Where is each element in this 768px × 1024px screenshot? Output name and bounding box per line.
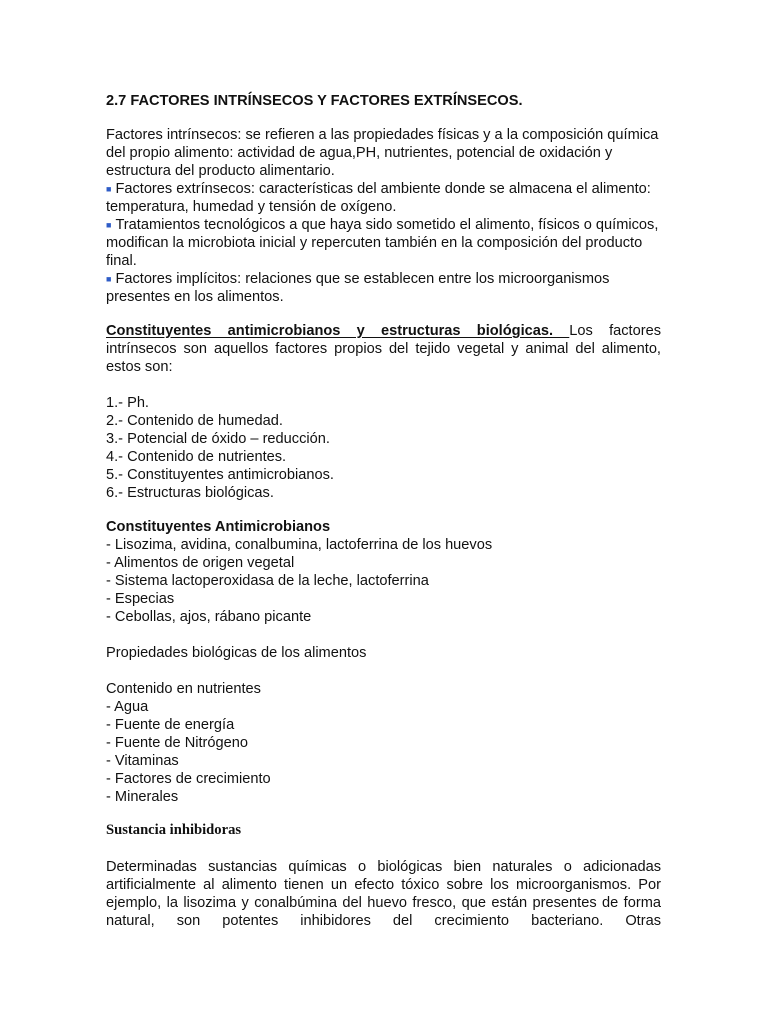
section-heading: 2.7 FACTORES INTRÍNSECOS Y FACTORES EXTRÍNSECOS. — [106, 93, 523, 109]
nutrientes-section — [106, 680, 661, 806]
bullet-item — [106, 180, 661, 216]
propiedades-title: Propiedades biológicas de los alimentos — [106, 645, 367, 661]
intro-block — [106, 126, 661, 306]
blue-square-bullet-icon: ■ — [106, 184, 112, 194]
list-item: 6.- Estructuras biológicas. — [106, 485, 274, 501]
list-item: - Factores de crecimiento — [106, 771, 271, 787]
list-item: - Lisozima, avidina, conalbumina, lactoferrina de los huevos — [106, 537, 493, 553]
constituyentes-body: Los factores intrínsecos son aquellos factores propios del tejido vegetal y animal del alimento, estos son: — [106, 323, 662, 375]
nutrientes-title: Contenido en nutrientes — [106, 681, 261, 697]
list-item: 2.- Contenido de humedad. — [106, 413, 283, 429]
list-item: 5.- Constituyentes antimicrobianos. — [106, 467, 334, 483]
constituyentes-heading: Constituyentes antimicrobianos y estructuras biológicas. — [106, 323, 570, 339]
list-item: - Minerales — [106, 789, 179, 805]
blue-square-bullet-icon: ■ — [106, 274, 112, 284]
final-paragraph: Determinadas sustancias químicas o biológicas bien naturales o adicionadas artificialmente al alimento tienen un efecto tóxico sobre los microorganismos. Por ejemplo, la lisozima y conalbúmina del huevo fresco, que están presentes de forma natural, son potentes inhibidores del crecimiento bacteriano. Otras — [106, 859, 661, 929]
bullet-text: Factores extrínsecos: características del ambiente donde se almacena el alimento: temperatura, humedad y tensión de oxígeno. — [106, 181, 651, 215]
list-item: - Alimentos de origen vegetal — [106, 555, 295, 571]
sustancia-title: Sustancia inhibidoras — [106, 822, 242, 838]
factors-numbered-list — [106, 394, 661, 502]
antimicrobianos-section — [106, 518, 661, 626]
bullet-text: Tratamientos tecnológicos a que haya sido sometido el alimento, físicos o químicos, modifican la microbiota inicial y repercuten también en la composición del producto final. — [106, 217, 659, 269]
list-item: - Sistema lactoperoxidasa de la leche, lactoferrina — [106, 573, 429, 589]
bullet-item — [106, 216, 661, 270]
list-item: 3.- Potencial de óxido – reducción. — [106, 431, 330, 447]
intrinsic-paragraph: Factores intrínsecos: se refieren a las propiedades físicas y a la composición química del propio alimento: actividad de agua,PH, nutrientes, potencial de oxidación y estructura del producto alimentario. — [106, 127, 659, 179]
bullet-item — [106, 270, 661, 306]
constituyentes-paragraph — [106, 322, 661, 376]
list-item: - Fuente de energía — [106, 717, 235, 733]
list-item: - Cebollas, ajos, rábano picante — [106, 609, 312, 625]
list-item: - Fuente de Nitrógeno — [106, 735, 248, 751]
blue-square-bullet-icon: ■ — [106, 220, 112, 230]
list-item: - Especias — [106, 591, 175, 607]
antimicrobianos-title: Constituyentes Antimicrobianos — [106, 519, 331, 535]
list-item: - Agua — [106, 699, 149, 715]
list-item: 1.- Ph. — [106, 395, 149, 411]
list-item: - Vitaminas — [106, 753, 179, 769]
bullet-text: Factores implícitos: relaciones que se establecen entre los microorganismos presentes en los alimentos. — [106, 271, 610, 305]
list-item: 4.- Contenido de nutrientes. — [106, 449, 287, 465]
